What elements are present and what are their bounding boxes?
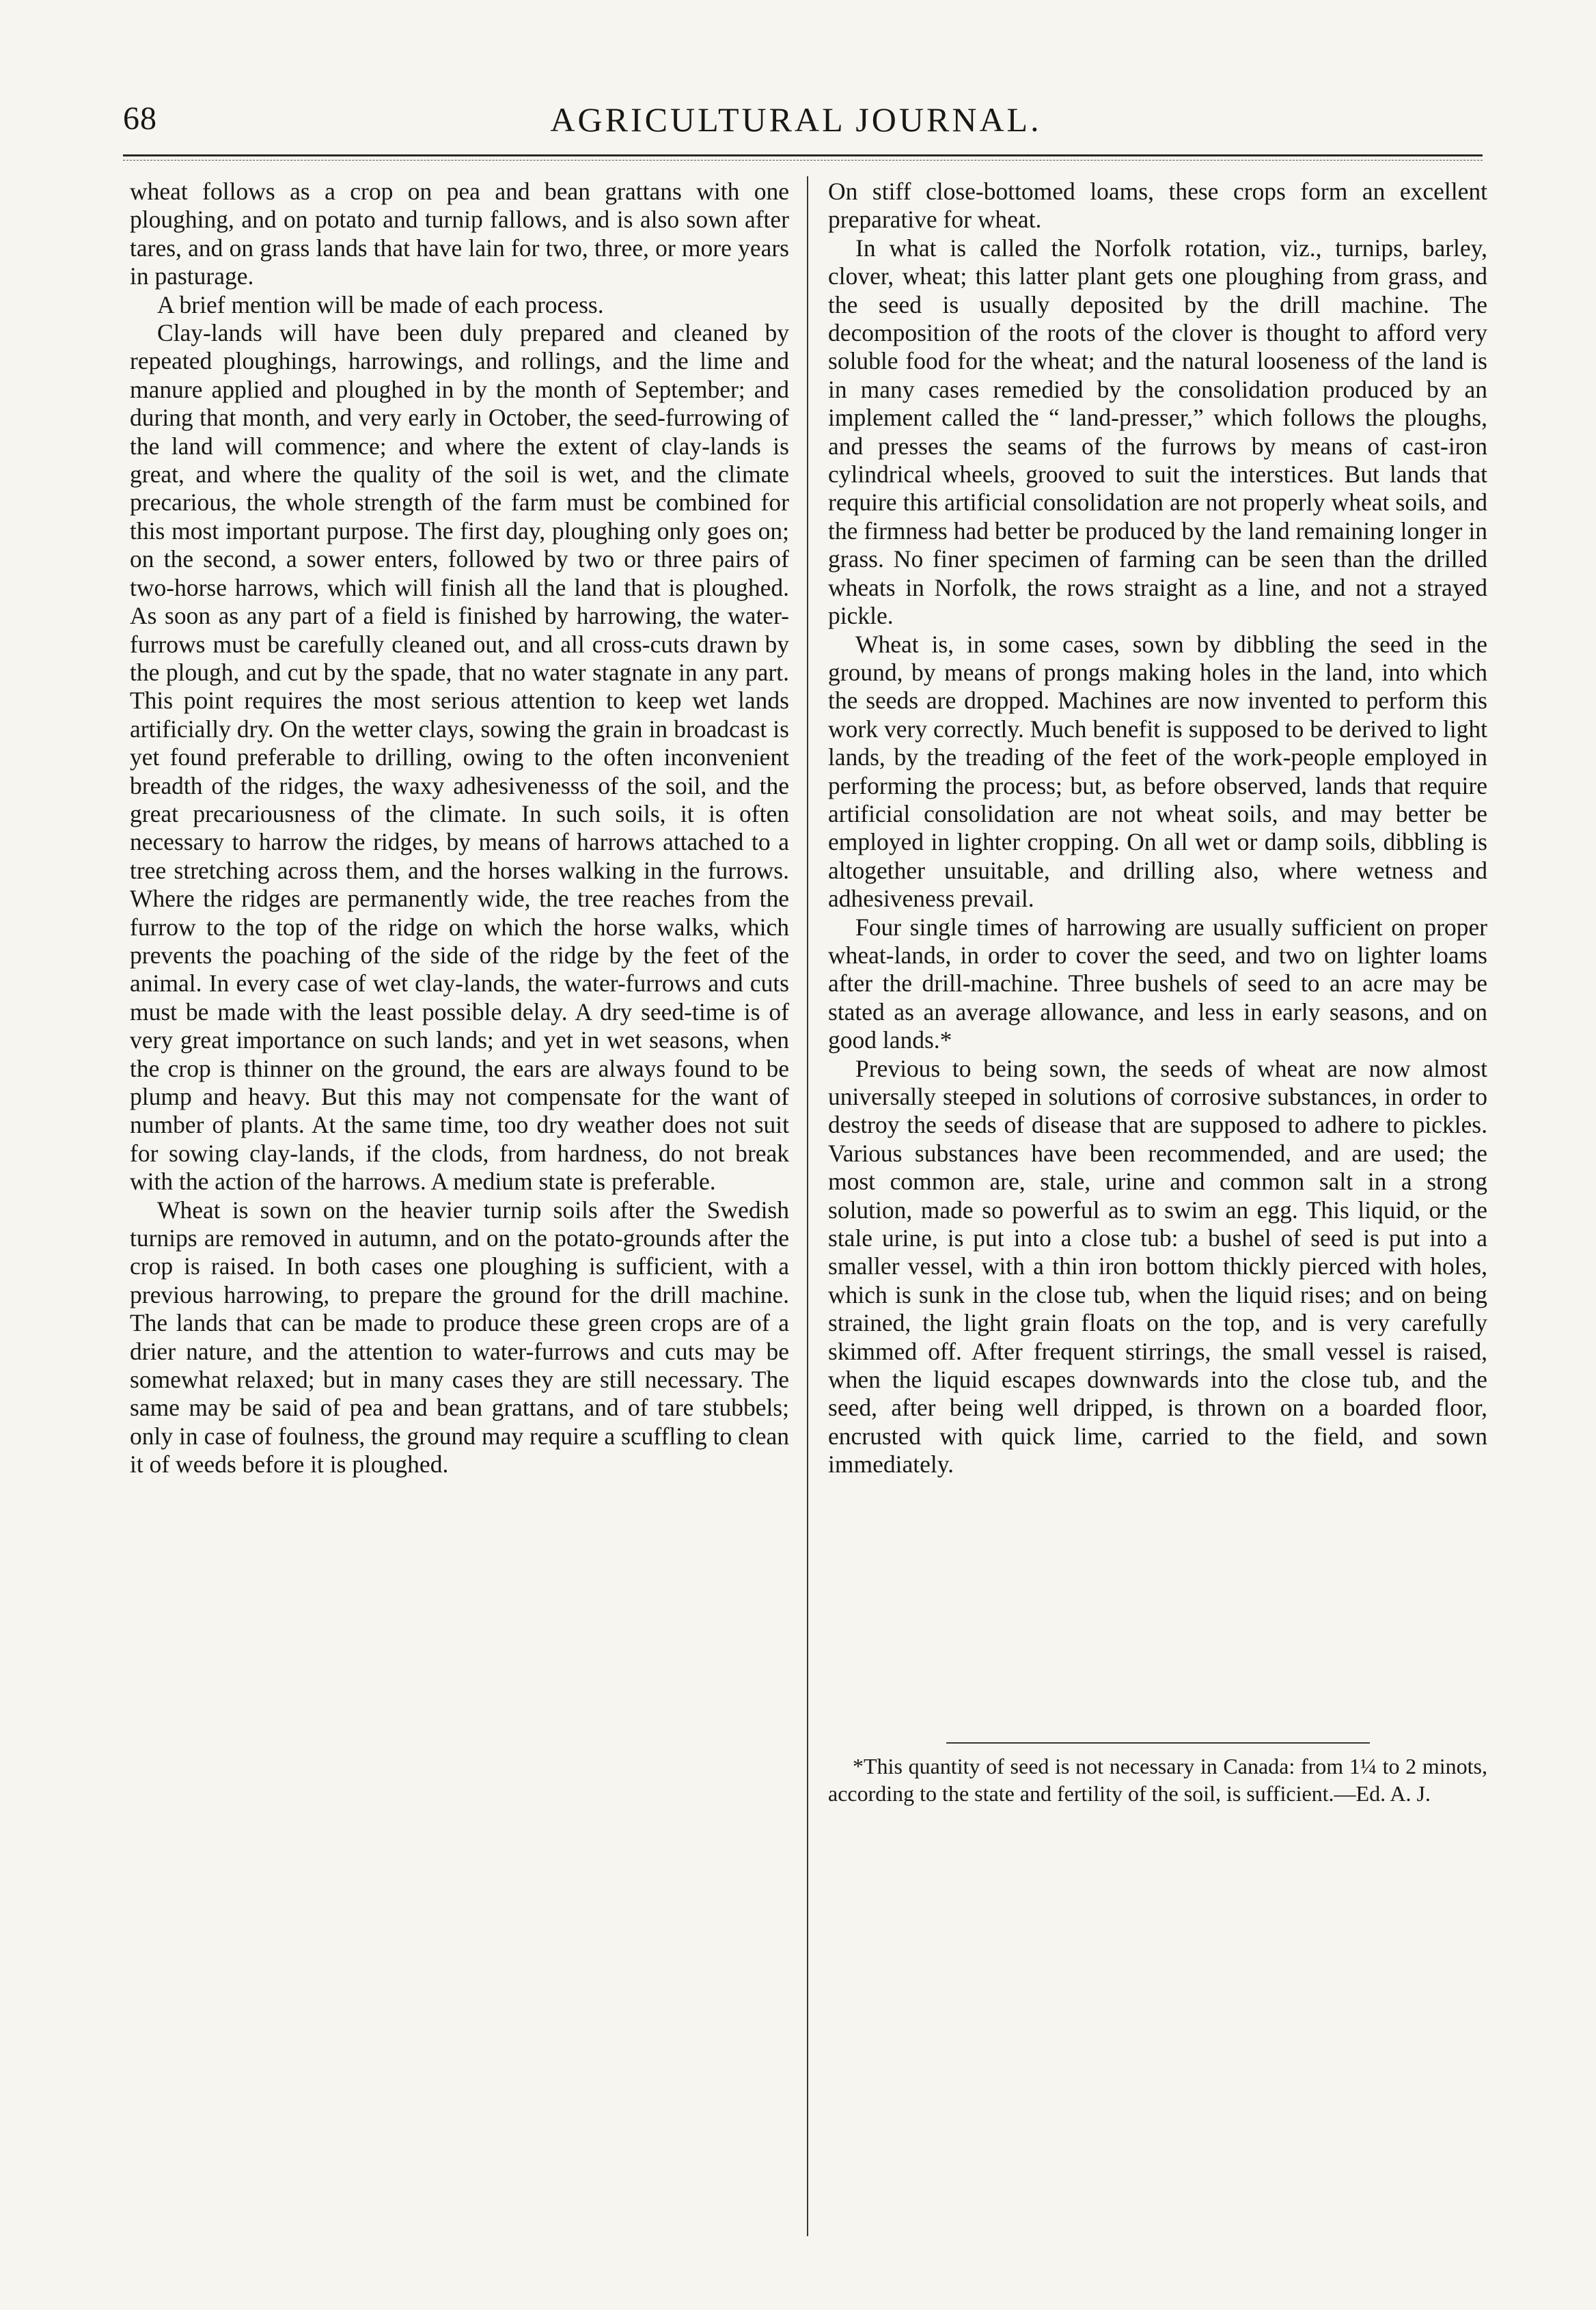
header-rule-dashed [123,160,1483,161]
paragraph: Wheat is sown on the heavier turnip soils after the Swedish turnips are removed in autumn, and on the potato-grounds after the crop is raised. In both cases one ploughing is sufficient, with a previous harrowing, to prepare the ground for the drill machine. The lands that can be made to produce these green crops are of a drier nature, and the attention to water-furrows and cuts may be somewhat relaxed; but in many cases they are still necessary. The same may be said of pea and bean grattans, and of tare stubbels; only in case of foulness, the ground may require a scuffling to clean it of weeds before it is ploughed. [130,1196,789,1479]
paragraph: A brief mention will be made of each process. [157,290,604,318]
running-header [116,96,1476,150]
paragraph: Previous to being sown, the seeds of wheat are now almost universally steeped in solutions of corrosive substances, in order to destroy the seeds of disease that are supposed to adhere to pickles. Various substances have been recommended, and are used; the most common are, stale, urine and common salt in a strong solution, made so powerful as to swim an egg. This liquid, or the stale urine, is put into a close tub: a bushel of seed is put into a smaller vessel, with a thin iron bottom thickly pierced with holes, which is sunk in the close tub, when the liquid rises; and on being strained, the light grain floats on the top, and is very carefully skimmed off. After frequent stirrings, the small vessel is raised, when the liquid escapes downwards into the close tub, and the seed, after being well dripped, is thrown on a boarded floor, encrusted with quick lime, carried to the field, and sown immediately. [828,1054,1487,1479]
header-rule [123,154,1483,156]
page-number: 68 [123,100,157,137]
paragraph: Wheat is, in some cases, sown by dibbling the seed in the ground, by means of prongs making holes in the land, into which the seeds are dropped. Machines are now invented to perform this work very correctly. Much benefit is supposed to be derived to light lands, by the treading of the feet of the work-people employed in performing the process; but, as before observed, lands that require artificial consolidation are not wheat soils, and may better be employed in lighter cropping. On all wet or damp soils, dibbling is altogether unsuitable, and drilling also, where wetness and adhesiveness prevail. [828,630,1487,913]
footnote-text: *This quantity of seed is not necessary in Canada: from 1¼ to 2 minots, according to the state and fertility of the soil, is sufficient.—Ed. A. J. [828,1754,1487,1806]
journal-title: AGRICULTURAL JOURNAL. [550,100,1042,139]
journal-page [116,96,1487,2241]
paragraph: wheat follows as a crop on pea and bean grattans with one ploughing, and on potato and turnip fallows, and is also sown after tares, and on grass lands that have lain for two, three, or more years in pasturage. [130,178,789,290]
left-column [130,178,789,1479]
right-column [828,178,1487,1479]
column-divider [807,176,808,2236]
paragraph: In what is called the Norfolk rotation, viz., turnips, barley, clover, wheat; this latter plant gets one ploughing from grass, and the seed is usually deposited by the drill machine. The decomposition of the roots of the clover is thought to afford very soluble food for the wheat; and the natural looseness of the land is in many cases remedied by the consolidation produced by an implement called the “ land-presser,” which follows the ploughs, and presses the seams of the furrows by means of cast-iron cylindrical wheels, grooved to suit the interstices. But lands that require this artificial consolidation are not properly wheat soils, and the firmness had better be produced by the land remaining longer in grass. No finer specimen of farming can be seen than the drilled wheats in Norfolk, the rows straight as a line, and not a strayed pickle. [828,234,1487,630]
footnote [828,1752,1487,1807]
paragraph: Clay-lands will have been duly prepared and cleaned by repeated ploughings, harrowings, and rollings, and the lime and manure applied and ploughed in by the month of September; and during that month, and very early in October, the seed-furrowing of the land will commence; and where the extent of clay-lands is great, and where the quality of the soil is wet, and the climate precarious, the whole strength of the farm must be combined for this most important purpose. The first day, ploughing only goes on; on the second, a sower enters, followed by two or three pairs of two-horse harrows, which will finish all the land that is ploughed. As soon as any part of a field is finished by harrowing, the water-furrows must be carefully cleaned out, and all cross-cuts drawn by the plough, and cut by the spade, that no water stagnate in any part. This point requires the most serious attention to keep wet lands artificially dry. On the wetter clays, sowing the grain in broadcast is yet found preferable to drilling, owing to the often inconvenient breadth of the ridges, the waxy adhesivenesss of the soil, and the great precariousness of the climate. In such soils, it is often necessary to harrow the ridges, by means of harrows attached to a tree stretching across them, and the horses walking in the furrows. Where the ridges are permanently wide, the tree reaches from the furrow to the top of the ridge on which the horse walks, which prevents the poaching of the side of the ridge by the feet of the animal. In every case of wet clay-lands, the water-furrows and cuts must be made with the least possible delay. A dry seed-time is of very great importance on such lands; and yet in wet seasons, when the crop is thinner on the ground, the ears are always found to be plump and heavy. But this may not compensate for the want of number of plants. At the same time, too dry weather does not suit for sowing clay-lands, if the clods, from hardness, do not break with the action of the harrows. A medium state is preferable. [130,319,789,1196]
footnote-rule [946,1742,1370,1744]
paragraph: Four single times of harrowing are usually sufficient on proper wheat-lands, in order to cover the seed, and two on lighter loams after the drill-machine. Three bushels of seed to an acre may be stated as an average allowance, and less in early seasons, and on good lands.* [828,913,1487,1054]
paragraph: On stiff close-bottomed loams, these crops form an excellent preparative for wheat. [828,178,1487,234]
